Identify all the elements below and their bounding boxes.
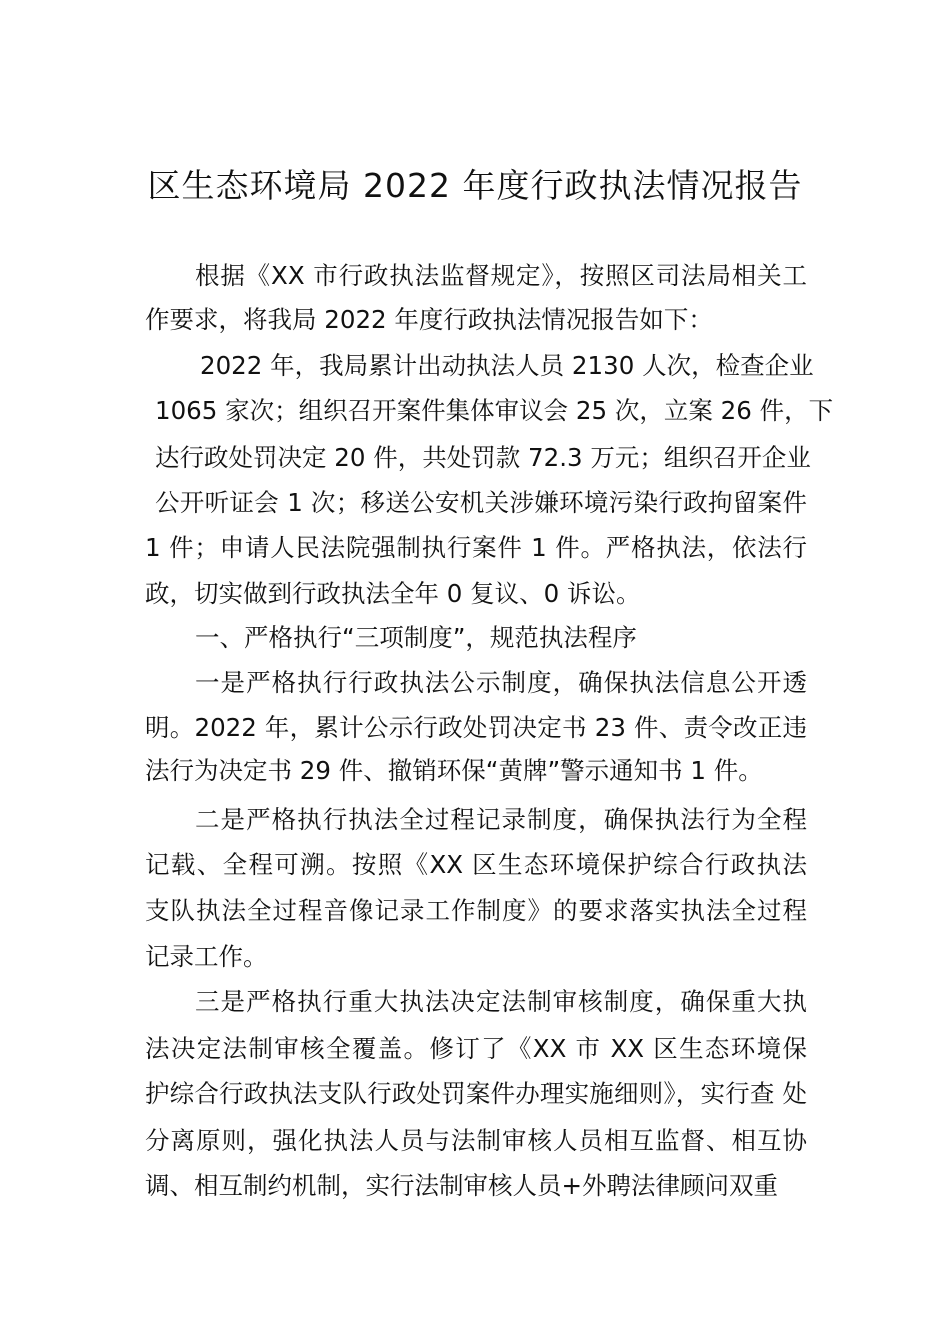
paragraph-line: 达行政处罚决定 20 件，共处罚款 72.3 万元；组织召开企业 (155, 443, 811, 472)
paragraph-line: 作要求，将我局 2022 年度行政执法情况报告如下： (145, 305, 713, 334)
paragraph-line: 调、相互制约机制，实行法制审核人员+外聘法律顾问双重 (145, 1171, 779, 1200)
paragraph-line: 1065 家次；组织召开案件集体审议会 25 次，立案 26 件，下 (155, 396, 834, 425)
paragraph-line: 记载、全程可溯。按照《XX 区生态环境保护综合行政执法 (145, 850, 807, 879)
paragraph-line: 根据《XX 市行政执法监督规定》，按照区司法局相关工 (195, 261, 807, 290)
page-title: 区生态环境局 2022 年度行政执法情况报告 (147, 166, 803, 205)
paragraph-line: 支队执法全过程音像记录工作制度》的要求落实执法全过程 (145, 896, 807, 925)
paragraph-line: 三是严格执行重大执法决定法制审核制度，确保重大执 (195, 987, 807, 1016)
paragraph-line: 记录工作。 (145, 942, 268, 971)
paragraph-line: 法行为决定书 29 件、撤销环保“黄牌”警示通知书 1 件。 (145, 756, 763, 785)
paragraph-line: 分离原则，强化执法人员与法制审核人员相互监督、相互协 (145, 1126, 807, 1155)
section-heading: 一、严格执行“三项制度”，规范执法程序 (195, 623, 637, 652)
paragraph-line: 法决定法制审核全覆盖。修订了《XX 市 XX 区生态环境保 (145, 1034, 807, 1063)
paragraph-line: 二是严格执行执法全过程记录制度，确保执法行为全程 (195, 805, 807, 834)
paragraph-line: 1 件；申请人民法院强制执行案件 1 件。严格执法，依法行 (145, 533, 807, 562)
paragraph-line: 政，切实做到行政执法全年 0 复议、0 诉讼。 (145, 579, 641, 608)
paragraph-line: 明。2022 年，累计公示行政处罚决定书 23 件、责令改正违 (145, 713, 807, 742)
paragraph-line: 2022 年，我局累计出动执法人员 2130 人次，检查企业 (200, 351, 814, 380)
paragraph-line: 一是严格执行行政执法公示制度，确保执法信息公开透 (195, 668, 807, 697)
paragraph-line: 公开听证会 1 次；移送公安机关涉嫌环境污染行政拘留案件 (155, 488, 807, 517)
paragraph-line: 护综合行政执法支队行政处罚案件办理实施细则》，实行查 处 (145, 1079, 807, 1108)
